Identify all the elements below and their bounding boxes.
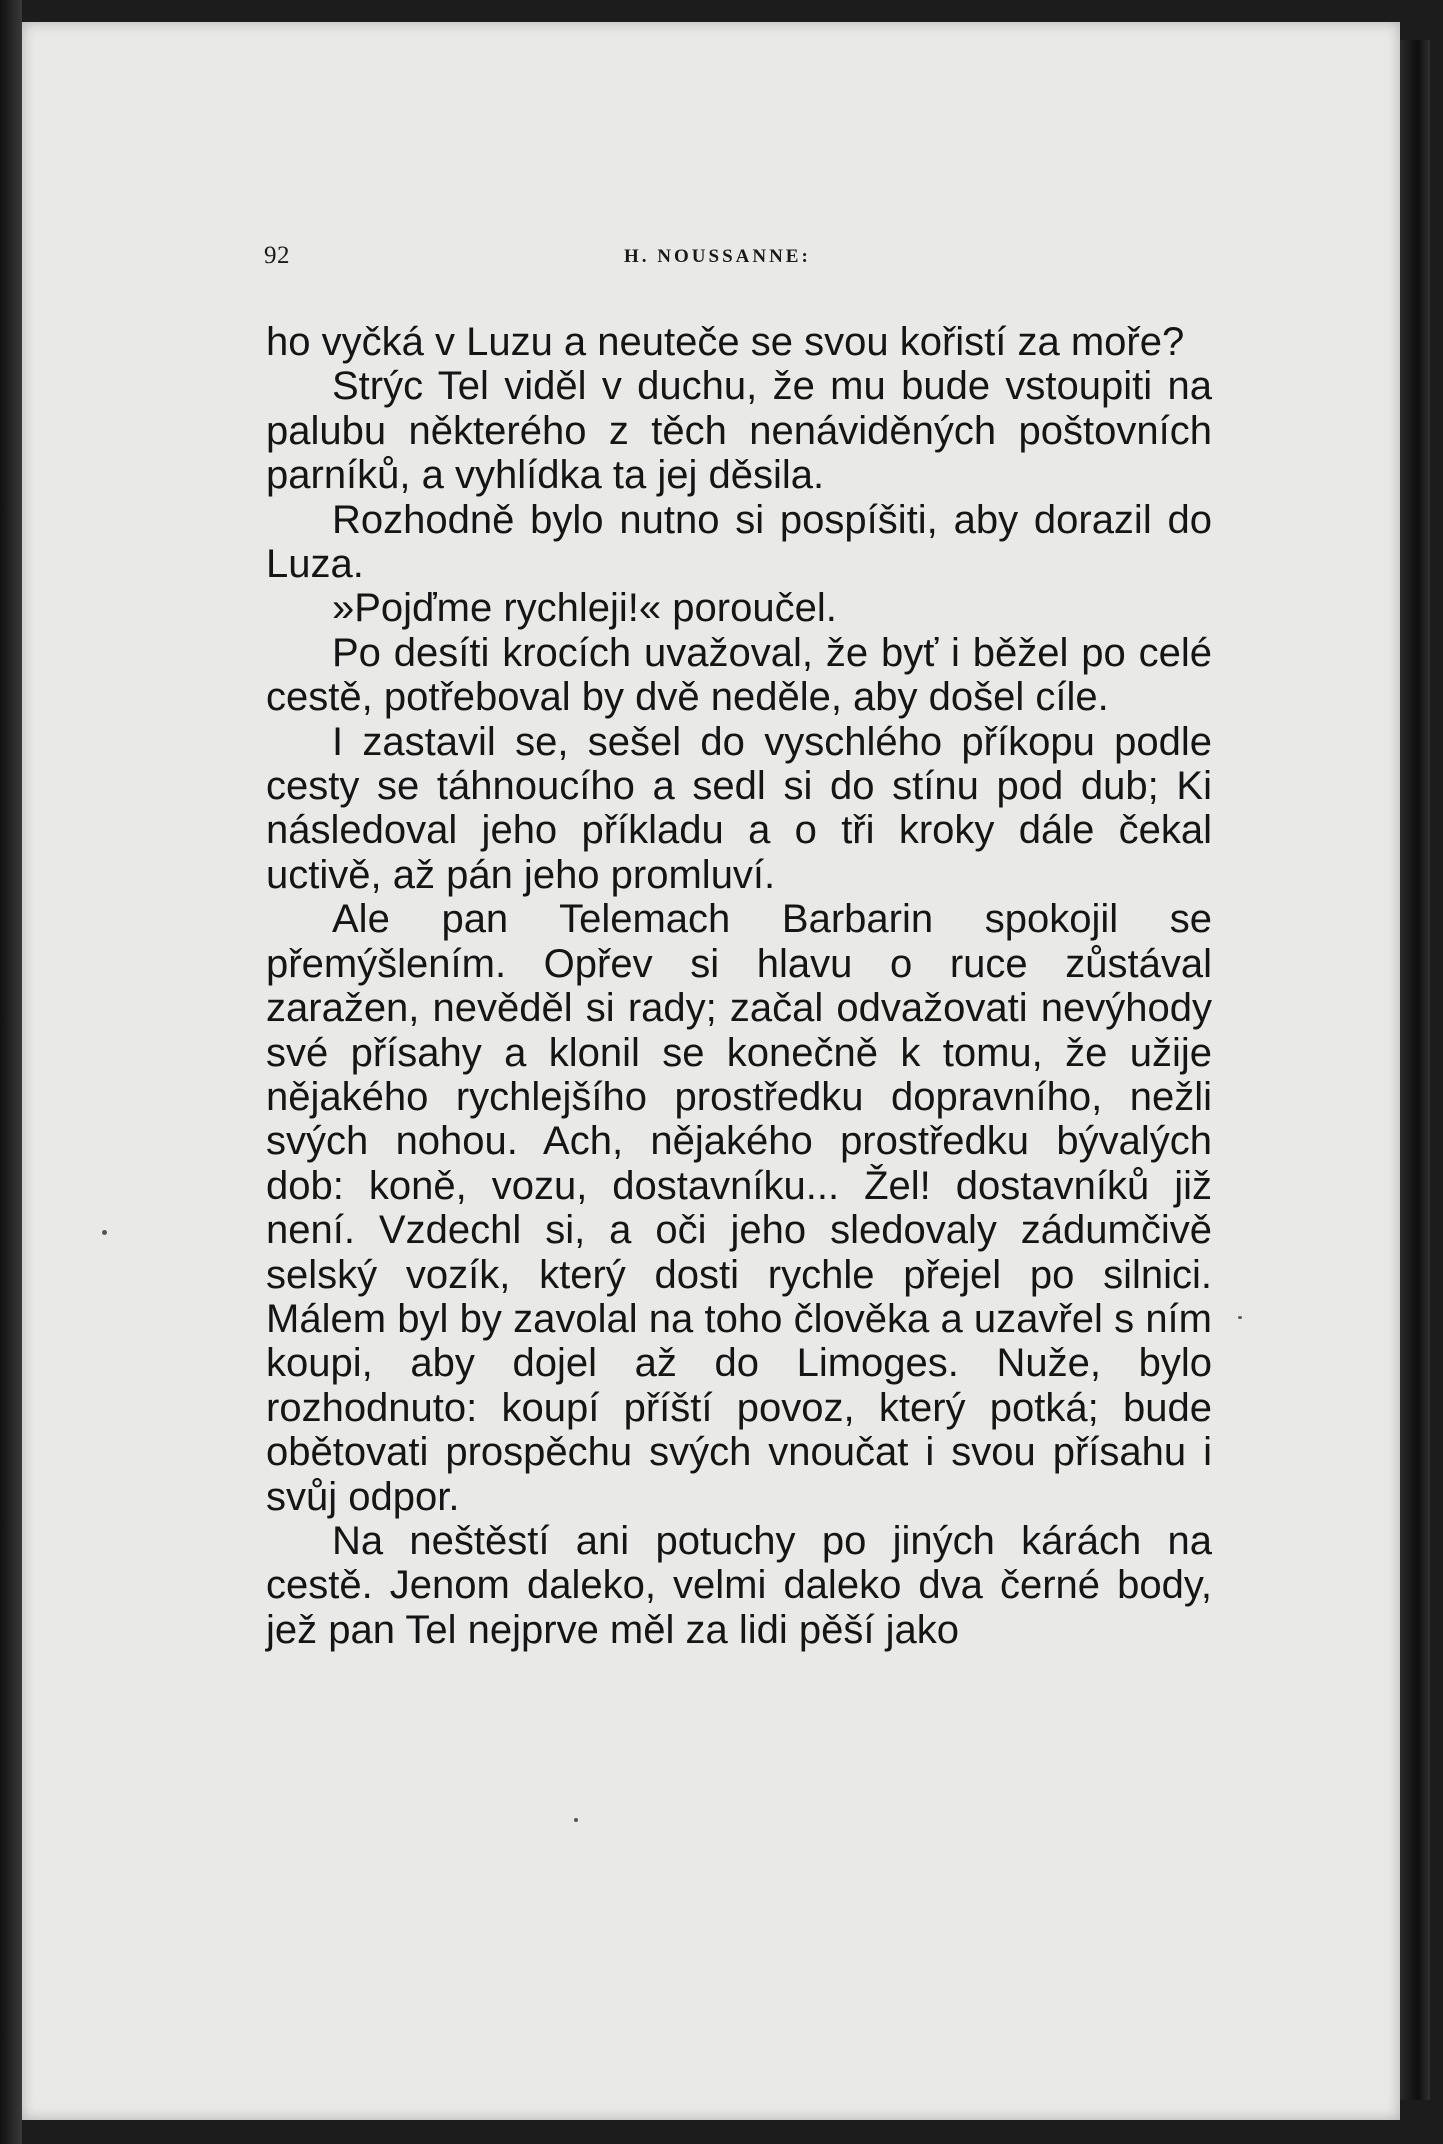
scan-speck — [102, 1230, 107, 1235]
paragraph: ho vyčká v Luzu a neuteče se svou kořistí za moře? — [266, 320, 1185, 364]
book-spine-edge — [1400, 40, 1430, 2100]
author-header: H. NOUSSANNE: — [624, 246, 811, 267]
scan-left-edge — [0, 0, 22, 2144]
paragraph: »Pojďme rychleji!« poroučel. — [332, 586, 837, 631]
paragraph: Strýc Tel viděl v duchu, že mu bude vstoupiti na palubu některého z těch nenáviděných poštovních parníků, a vyhlídka ta jej děsila. — [266, 364, 1212, 498]
scan-speck — [1238, 1316, 1242, 1319]
paragraph: Na neštěstí ani potuchy po jiných kárách na cestě. Jenom daleko, velmi daleko dva černé body, jež pan Tel nejprve měl za lidi pěší jako — [266, 1518, 1212, 1652]
page-number: 92 — [264, 242, 290, 269]
paragraph: Rozhodně bylo nutno si pospíšiti, aby dorazil do Luza. — [266, 497, 1212, 587]
paragraph: Po desíti krocích uvažoval, že byť i běžel po celé cestě, potřeboval by dvě neděle, aby došel cíle. — [266, 630, 1212, 720]
body-text — [266, 320, 1212, 1652]
paragraph: Ale pan Telemach Barbarin spokojil se přemýšlením. Opřev si hlavu o ruce zůstával zaražen, nevěděl si rady; začal odvažovati nevýhody své přísahy a klonil se konečně k tomu, že užije nějakého rychlejšího prostředku dopravního, nežli svých nohou. Ach, nějakého prostředku bývalých dob: koně, vozu, dostavníku... Žel! dostavníků již není. Vzdechl si, a oči jeho sledovaly zádumčivě selský vozík, který dosti rychle přejel po silnici. Málem byl by zavolal na toho člověka a uzavřel s ním koupi, aby dojel až do Limoges. Nuže, bylo rozhodnuto: koupí příští povoz, který potká; bude obětovati prospěchu svých vnoučat i svou přísahu i svůj odpor. — [266, 897, 1212, 1519]
running-head — [264, 242, 1224, 272]
scan-speck — [574, 1818, 578, 1822]
paragraph: I zastavil se, sešel do vyschlého příkopu podle cesty se táhnoucího a sedl si do stínu pod dub; Ki následoval jeho příkladu a o tři kroky dále čekal uctivě, až pán jeho promluví. — [266, 719, 1212, 897]
